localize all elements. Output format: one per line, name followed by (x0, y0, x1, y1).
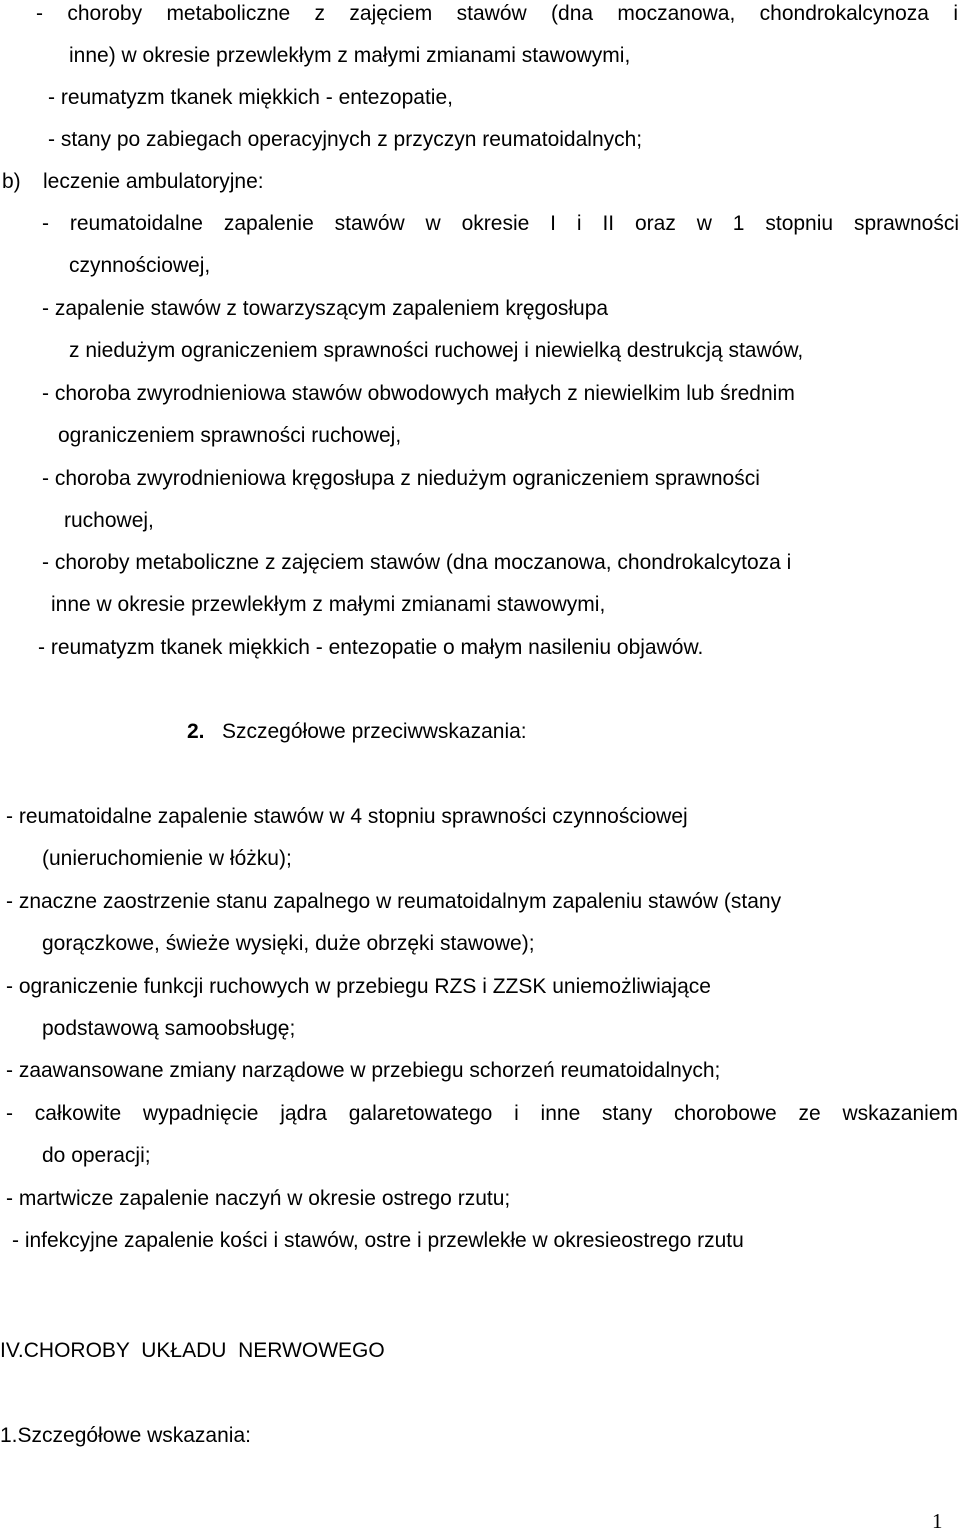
section-title: Szczegółowe przeciwwskazania: (222, 720, 527, 743)
list-item: - zaawansowane zmiany narządowe w przebiegu schorzeń reumatoidalnych; (6, 1059, 721, 1082)
section-heading: leczenie ambulatoryjne: (43, 170, 264, 193)
list-item: - ograniczenie funkcji ruchowych w przebiegu RZS i ZZSK uniemożliwiające (6, 975, 711, 998)
list-item: - znaczne zaostrzenie stanu zapalnego w reumatoidalnym zapaleniu stawów (stany (6, 890, 782, 913)
list-marker: b) (2, 170, 21, 193)
list-item-continuation: czynnościowej, (69, 254, 211, 277)
list-item: - choroba zwyrodnieniowa kręgosłupa z niedużym ograniczeniem sprawności (42, 467, 760, 490)
list-item-continuation: (unieruchomienie w łóżku); (42, 847, 292, 870)
list-item: - choroby metaboliczne z zajęciem stawów (dna moczanowa, chondrokalcytoza i (42, 551, 792, 574)
list-item: - choroby metaboliczne z zajęciem stawów (dna moczanowa, chondrokalcynoza i (36, 2, 958, 25)
list-item: - choroba zwyrodnieniowa stawów obwodowych małych z niewielkim lub średnim (42, 382, 795, 405)
list-item: - infekcyjne zapalenie kości i stawów, ostre i przewlekłe w okresieostrego rzutu (12, 1229, 744, 1252)
chapter-heading: IV.CHOROBY UKŁADU NERWOWEGO (0, 1339, 385, 1362)
list-item-continuation: ograniczeniem sprawności ruchowej, (58, 424, 402, 447)
list-item: - martwicze zapalenie naczyń w okresie ostrego rzutu; (6, 1187, 511, 1210)
list-item: - całkowite wypadnięcie jądra galaretowatego i inne stany chorobowe ze wskazaniem (6, 1102, 958, 1125)
list-item: - reumatoidalne zapalenie stawów w okresie I i II oraz w 1 stopniu sprawności (42, 212, 959, 235)
list-item: - reumatyzm tkanek miękkich - entezopatie, (48, 86, 453, 109)
list-item-continuation: z niedużym ograniczeniem sprawności ruchowej i niewielką destrukcją stawów, (69, 339, 804, 362)
list-item: - zapalenie stawów z towarzyszącym zapaleniem kręgosłupa (42, 297, 609, 320)
section-number: 2. (187, 720, 205, 743)
subsection-heading: 1.Szczegółowe wskazania: (0, 1424, 251, 1447)
page-number: 1 (932, 1509, 943, 1533)
list-item: - reumatyzm tkanek miękkich - entezopatie o małym nasileniu objawów. (38, 636, 704, 659)
list-item-continuation: ruchowej, (64, 509, 154, 532)
list-item-continuation: podstawową samoobsługę; (42, 1017, 296, 1040)
list-item-continuation: inne w okresie przewlekłym z małymi zmianami stawowymi, (51, 593, 606, 616)
list-item: - reumatoidalne zapalenie stawów w 4 stopniu sprawności czynnościowej (6, 805, 688, 828)
list-item-continuation: do operacji; (42, 1144, 151, 1167)
list-item-continuation: inne) w okresie przewlekłym z małymi zmianami stawowymi, (69, 44, 631, 67)
list-item: - stany po zabiegach operacyjnych z przyczyn reumatoidalnych; (48, 128, 643, 151)
list-item-continuation: gorączkowe, świeże wysięki, duże obrzęki stawowe); (42, 932, 535, 955)
